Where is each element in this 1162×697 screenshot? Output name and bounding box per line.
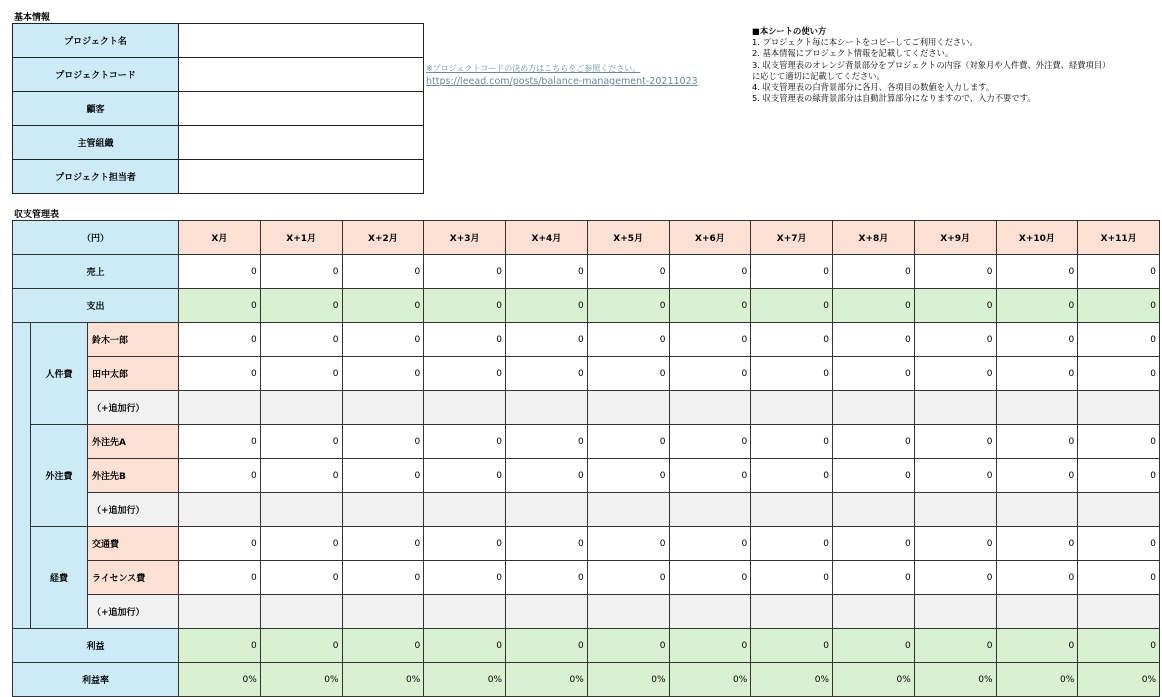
expense-item-row xyxy=(13,459,1160,493)
sales-value-cell[interactable]: 0 xyxy=(424,255,506,289)
expense-item-value-cell[interactable]: 0 xyxy=(424,561,506,595)
expense-item-value-cell[interactable]: 0 xyxy=(179,527,261,561)
month-header-cell[interactable]: X+10月 xyxy=(996,221,1078,255)
howto-line: 5. 収支管理表の緑背景部分は自動計算部分になりますので、入力不要です。 xyxy=(752,93,1036,104)
sales-value-cell[interactable]: 0 xyxy=(914,255,996,289)
expense-item-value-cell[interactable]: 0 xyxy=(914,425,996,459)
howto-line: 3. 収支管理表のオレンジ背景部分をプロジェクトの内容（対象月や人件費、外注費、経費項目） xyxy=(752,59,1111,70)
month-header-cell[interactable]: X+7月 xyxy=(751,221,833,255)
expense-item-value-cell[interactable]: 0 xyxy=(1078,561,1160,595)
sales-value-cell[interactable]: 0 xyxy=(669,255,751,289)
basic-info-row xyxy=(13,24,424,58)
profit-rate-value-cell: 0% xyxy=(342,663,424,697)
expense-item-value-cell[interactable]: 0 xyxy=(342,425,424,459)
add-row-cell[interactable] xyxy=(996,391,1078,425)
expense-item-row xyxy=(13,561,1160,595)
howto-panel xyxy=(752,26,1162,104)
basic-info-label: プロジェクト担当者 xyxy=(13,160,179,194)
expense-item-value-cell[interactable]: 0 xyxy=(669,527,751,561)
expense-item-row xyxy=(13,323,1160,357)
profit-label: 利益 xyxy=(13,629,179,663)
expense-item-value-cell[interactable]: 0 xyxy=(424,425,506,459)
expense-value-cell: 0 xyxy=(260,289,342,323)
profit-rate-value-cell: 0% xyxy=(506,663,588,697)
expense-item-value-cell[interactable]: 0 xyxy=(833,425,915,459)
add-row-cell[interactable] xyxy=(669,493,751,527)
header-row xyxy=(13,221,1160,255)
expense-item-value-cell[interactable]: 0 xyxy=(179,425,261,459)
profit-value-cell: 0 xyxy=(260,629,342,663)
add-row-cell[interactable] xyxy=(669,391,751,425)
add-row-cell[interactable] xyxy=(914,595,996,629)
expense-item-value-cell[interactable]: 0 xyxy=(751,425,833,459)
expense-item-value-cell[interactable]: 0 xyxy=(506,527,588,561)
howto-line: 1. プロジェクト毎に本シートをコピーしてご利用ください。 xyxy=(752,37,978,48)
add-row-cell[interactable] xyxy=(506,595,588,629)
expense-value-cell: 0 xyxy=(424,289,506,323)
expense-item-value-cell[interactable]: 0 xyxy=(342,561,424,595)
sales-value-cell[interactable]: 0 xyxy=(833,255,915,289)
add-row-cell[interactable] xyxy=(1078,391,1160,425)
add-row-cell[interactable] xyxy=(751,595,833,629)
expense-item-value-cell[interactable]: 0 xyxy=(1078,357,1160,391)
budget-table xyxy=(12,220,1160,697)
profit-rate-value-cell: 0% xyxy=(424,663,506,697)
basic-info-title: 基本情報 xyxy=(14,13,51,23)
expense-item-value-cell[interactable]: 0 xyxy=(1078,459,1160,493)
month-header-cell[interactable]: X+11月 xyxy=(1078,221,1160,255)
expense-item-value-cell[interactable]: 0 xyxy=(996,425,1078,459)
add-row-cell[interactable] xyxy=(424,391,506,425)
expense-item-value-cell[interactable]: 0 xyxy=(669,323,751,357)
profit-rate-value-cell: 0% xyxy=(179,663,261,697)
add-row-cell[interactable] xyxy=(179,493,261,527)
add-row-cell[interactable] xyxy=(751,493,833,527)
sales-label: 売上 xyxy=(13,255,179,289)
add-row-cell[interactable] xyxy=(342,391,424,425)
expense-item-label[interactable]: 鈴木一郎 xyxy=(88,323,179,357)
project-code-note-link[interactable]: ※プロジェクトコードの決め方はこちらをご参照ください。 xyxy=(426,64,641,73)
expense-value-cell: 0 xyxy=(833,289,915,323)
basic-info-label: 主管組織 xyxy=(13,126,179,160)
add-row-cell[interactable] xyxy=(342,493,424,527)
expense-item-value-cell[interactable]: 0 xyxy=(342,323,424,357)
profit-rate-value-cell: 0% xyxy=(996,663,1078,697)
budget-table-title: 収支管理表 xyxy=(14,210,60,220)
profit-rate-value-cell: 0% xyxy=(914,663,996,697)
expense-item-value-cell[interactable]: 0 xyxy=(260,527,342,561)
expense-item-value-cell[interactable]: 0 xyxy=(587,357,669,391)
add-row-cell[interactable] xyxy=(996,595,1078,629)
expense-item-value-cell[interactable]: 0 xyxy=(342,527,424,561)
add-row-cell[interactable] xyxy=(587,493,669,527)
expense-item-label[interactable]: 田中太郎 xyxy=(88,357,179,391)
expense-value-cell: 0 xyxy=(179,289,261,323)
expense-item-value-cell[interactable]: 0 xyxy=(506,323,588,357)
expense-item-value-cell[interactable]: 0 xyxy=(669,357,751,391)
sales-value-cell[interactable]: 0 xyxy=(260,255,342,289)
month-header-cell[interactable]: X+2月 xyxy=(342,221,424,255)
expense-item-value-cell[interactable]: 0 xyxy=(587,561,669,595)
expense-item-value-cell[interactable]: 0 xyxy=(179,561,261,595)
month-header-cell[interactable]: X月 xyxy=(179,221,261,255)
basic-info-label: プロジェクト名 xyxy=(13,24,179,58)
unit-label: （円） xyxy=(13,221,179,255)
expense-item-value-cell[interactable]: 0 xyxy=(260,323,342,357)
sales-value-cell[interactable]: 0 xyxy=(342,255,424,289)
basic-info-value-cell[interactable] xyxy=(179,160,424,194)
add-row-label[interactable]: （+追加行） xyxy=(88,391,179,425)
expense-item-value-cell[interactable]: 0 xyxy=(587,425,669,459)
expense-value-cell: 0 xyxy=(587,289,669,323)
expense-item-label[interactable]: ライセンス費 xyxy=(88,561,179,595)
expense-item-value-cell[interactable]: 0 xyxy=(179,459,261,493)
add-row-cell[interactable] xyxy=(833,493,915,527)
expense-item-value-cell[interactable]: 0 xyxy=(260,425,342,459)
add-row-label[interactable]: （+追加行） xyxy=(88,493,179,527)
expense-item-value-cell[interactable]: 0 xyxy=(914,527,996,561)
expense-item-value-cell[interactable]: 0 xyxy=(424,459,506,493)
basic-info-row xyxy=(13,126,424,160)
expense-item-value-cell[interactable]: 0 xyxy=(669,459,751,493)
month-header-cell[interactable]: X+8月 xyxy=(833,221,915,255)
expense-item-value-cell[interactable]: 0 xyxy=(914,459,996,493)
add-row-cell[interactable] xyxy=(424,493,506,527)
expense-item-value-cell[interactable]: 0 xyxy=(996,561,1078,595)
expense-item-value-cell[interactable]: 0 xyxy=(996,527,1078,561)
expense-item-label[interactable]: 外注先A xyxy=(88,425,179,459)
expense-label: 支出 xyxy=(13,289,179,323)
expense-item-value-cell[interactable]: 0 xyxy=(833,561,915,595)
expense-item-value-cell[interactable]: 0 xyxy=(669,425,751,459)
add-row-cell[interactable] xyxy=(833,391,915,425)
basic-info-row xyxy=(13,92,424,126)
project-code-note xyxy=(426,62,698,88)
profit-rate-value-cell: 0% xyxy=(1078,663,1160,697)
add-row-cell[interactable] xyxy=(669,595,751,629)
expense-item-row xyxy=(13,357,1160,391)
add-row-cell[interactable] xyxy=(342,595,424,629)
add-row-cell[interactable] xyxy=(179,391,261,425)
expense-item-value-cell[interactable]: 0 xyxy=(587,459,669,493)
profit-value-cell: 0 xyxy=(669,629,751,663)
profit-value-cell: 0 xyxy=(587,629,669,663)
expense-item-value-cell[interactable]: 0 xyxy=(833,527,915,561)
basic-info-table xyxy=(12,23,424,194)
add-row-cell[interactable] xyxy=(260,595,342,629)
basic-info-value-cell[interactable] xyxy=(179,92,424,126)
profit-rate-value-cell: 0% xyxy=(587,663,669,697)
profit-value-cell: 0 xyxy=(833,629,915,663)
profit-value-cell: 0 xyxy=(914,629,996,663)
howto-title: ■本シートの使い方 xyxy=(752,26,827,36)
expense-value-cell: 0 xyxy=(751,289,833,323)
expense-value-cell: 0 xyxy=(669,289,751,323)
add-row xyxy=(13,391,1160,425)
profit-row xyxy=(13,629,1160,663)
sales-value-cell[interactable]: 0 xyxy=(996,255,1078,289)
month-header-cell[interactable]: X+5月 xyxy=(587,221,669,255)
expense-value-cell: 0 xyxy=(914,289,996,323)
profit-value-cell: 0 xyxy=(1078,629,1160,663)
howto-line: に応じて適切に記載してください。 xyxy=(752,70,885,81)
profit-rate-row xyxy=(13,663,1160,697)
expense-value-cell: 0 xyxy=(1078,289,1160,323)
expense-item-value-cell[interactable]: 0 xyxy=(342,357,424,391)
expense-item-value-cell[interactable]: 0 xyxy=(751,357,833,391)
expense-item-value-cell[interactable]: 0 xyxy=(587,527,669,561)
expense-item-row xyxy=(13,527,1160,561)
add-row-cell[interactable] xyxy=(1078,493,1160,527)
expense-item-value-cell[interactable]: 0 xyxy=(996,357,1078,391)
expense-item-value-cell[interactable]: 0 xyxy=(751,561,833,595)
expense-item-value-cell[interactable]: 0 xyxy=(833,323,915,357)
expense-item-value-cell[interactable]: 0 xyxy=(996,459,1078,493)
expense-item-value-cell[interactable]: 0 xyxy=(260,459,342,493)
expense-item-value-cell[interactable]: 0 xyxy=(833,357,915,391)
expense-item-value-cell[interactable]: 0 xyxy=(424,527,506,561)
sales-value-cell[interactable]: 0 xyxy=(587,255,669,289)
basic-info-value-cell[interactable] xyxy=(179,126,424,160)
expense-item-value-cell[interactable]: 0 xyxy=(260,357,342,391)
profit-rate-value-cell: 0% xyxy=(833,663,915,697)
expense-item-value-cell[interactable]: 0 xyxy=(1078,527,1160,561)
add-row-label[interactable]: （+追加行） xyxy=(88,595,179,629)
expense-item-value-cell[interactable]: 0 xyxy=(506,561,588,595)
sales-value-cell[interactable]: 0 xyxy=(751,255,833,289)
expense-group-label: 経費 xyxy=(31,527,88,629)
add-row-cell[interactable] xyxy=(833,595,915,629)
add-row-cell[interactable] xyxy=(914,493,996,527)
profit-value-cell: 0 xyxy=(179,629,261,663)
add-row xyxy=(13,595,1160,629)
expense-item-value-cell[interactable]: 0 xyxy=(996,323,1078,357)
sales-value-cell[interactable]: 0 xyxy=(506,255,588,289)
expense-item-value-cell[interactable]: 0 xyxy=(506,425,588,459)
add-row-cell[interactable] xyxy=(751,391,833,425)
add-row-cell[interactable] xyxy=(914,391,996,425)
month-header-cell[interactable]: X+1月 xyxy=(260,221,342,255)
expense-item-value-cell[interactable]: 0 xyxy=(1078,323,1160,357)
add-row-cell[interactable] xyxy=(260,391,342,425)
profit-value-cell: 0 xyxy=(996,629,1078,663)
profit-rate-label: 利益率 xyxy=(13,663,179,697)
expense-item-value-cell[interactable]: 0 xyxy=(914,323,996,357)
expense-item-value-cell[interactable]: 0 xyxy=(833,459,915,493)
expense-indent-cell xyxy=(13,323,31,629)
expense-item-value-cell[interactable]: 0 xyxy=(751,323,833,357)
expense-item-value-cell[interactable]: 0 xyxy=(424,357,506,391)
expense-item-value-cell[interactable]: 0 xyxy=(751,527,833,561)
expense-item-value-cell[interactable]: 0 xyxy=(506,459,588,493)
add-row-cell[interactable] xyxy=(424,595,506,629)
add-row-cell[interactable] xyxy=(587,391,669,425)
add-row-cell[interactable] xyxy=(996,493,1078,527)
expense-group-label: 外注費 xyxy=(31,425,88,527)
expense-item-value-cell[interactable]: 0 xyxy=(1078,425,1160,459)
add-row-cell[interactable] xyxy=(179,595,261,629)
expense-item-label[interactable]: 外注先B xyxy=(88,459,179,493)
add-row-cell[interactable] xyxy=(506,493,588,527)
howto-line: 4. 収支管理表の白背景部分に各月、各項目の数値を入力します。 xyxy=(752,82,995,93)
basic-info-row xyxy=(13,58,424,92)
expense-item-label[interactable]: 交通費 xyxy=(88,527,179,561)
expense-item-value-cell[interactable]: 0 xyxy=(669,561,751,595)
project-code-url-link[interactable]: https://leead.com/posts/balance-management-20211023 xyxy=(426,76,698,87)
sales-value-cell[interactable]: 0 xyxy=(1078,255,1160,289)
profit-rate-value-cell: 0% xyxy=(751,663,833,697)
expense-item-value-cell[interactable]: 0 xyxy=(342,459,424,493)
month-header-cell[interactable]: X+4月 xyxy=(506,221,588,255)
add-row-cell[interactable] xyxy=(1078,595,1160,629)
month-header-cell[interactable]: X+3月 xyxy=(424,221,506,255)
sales-value-cell[interactable]: 0 xyxy=(179,255,261,289)
howto-line: 2. 基本情報にプロジェクト情報を記載してください。 xyxy=(752,48,954,59)
add-row-cell[interactable] xyxy=(260,493,342,527)
basic-info-value-cell[interactable] xyxy=(179,58,424,92)
expense-group-label: 人件費 xyxy=(31,323,88,425)
expense-value-cell: 0 xyxy=(996,289,1078,323)
add-row xyxy=(13,493,1160,527)
profit-value-cell: 0 xyxy=(342,629,424,663)
expense-item-value-cell[interactable]: 0 xyxy=(914,357,996,391)
expense-item-row xyxy=(13,425,1160,459)
sales-row xyxy=(13,255,1160,289)
basic-info-label: プロジェクトコード xyxy=(13,58,179,92)
expense-item-value-cell[interactable]: 0 xyxy=(751,459,833,493)
expense-item-value-cell[interactable]: 0 xyxy=(260,561,342,595)
expense-row xyxy=(13,289,1160,323)
profit-value-cell: 0 xyxy=(751,629,833,663)
expense-item-value-cell[interactable]: 0 xyxy=(506,357,588,391)
basic-info-label: 顧客 xyxy=(13,92,179,126)
expense-item-value-cell[interactable]: 0 xyxy=(179,323,261,357)
basic-info-value-cell[interactable] xyxy=(179,24,424,58)
profit-rate-value-cell: 0% xyxy=(669,663,751,697)
add-row-cell[interactable] xyxy=(587,595,669,629)
add-row-cell[interactable] xyxy=(506,391,588,425)
basic-info-row xyxy=(13,160,424,194)
expense-value-cell: 0 xyxy=(342,289,424,323)
expense-item-value-cell[interactable]: 0 xyxy=(914,561,996,595)
expense-item-value-cell[interactable]: 0 xyxy=(179,357,261,391)
expense-item-value-cell[interactable]: 0 xyxy=(587,323,669,357)
expense-item-value-cell[interactable]: 0 xyxy=(424,323,506,357)
month-header-cell[interactable]: X+9月 xyxy=(914,221,996,255)
profit-rate-value-cell: 0% xyxy=(260,663,342,697)
profit-value-cell: 0 xyxy=(424,629,506,663)
expense-value-cell: 0 xyxy=(506,289,588,323)
profit-value-cell: 0 xyxy=(506,629,588,663)
month-header-cell[interactable]: X+6月 xyxy=(669,221,751,255)
